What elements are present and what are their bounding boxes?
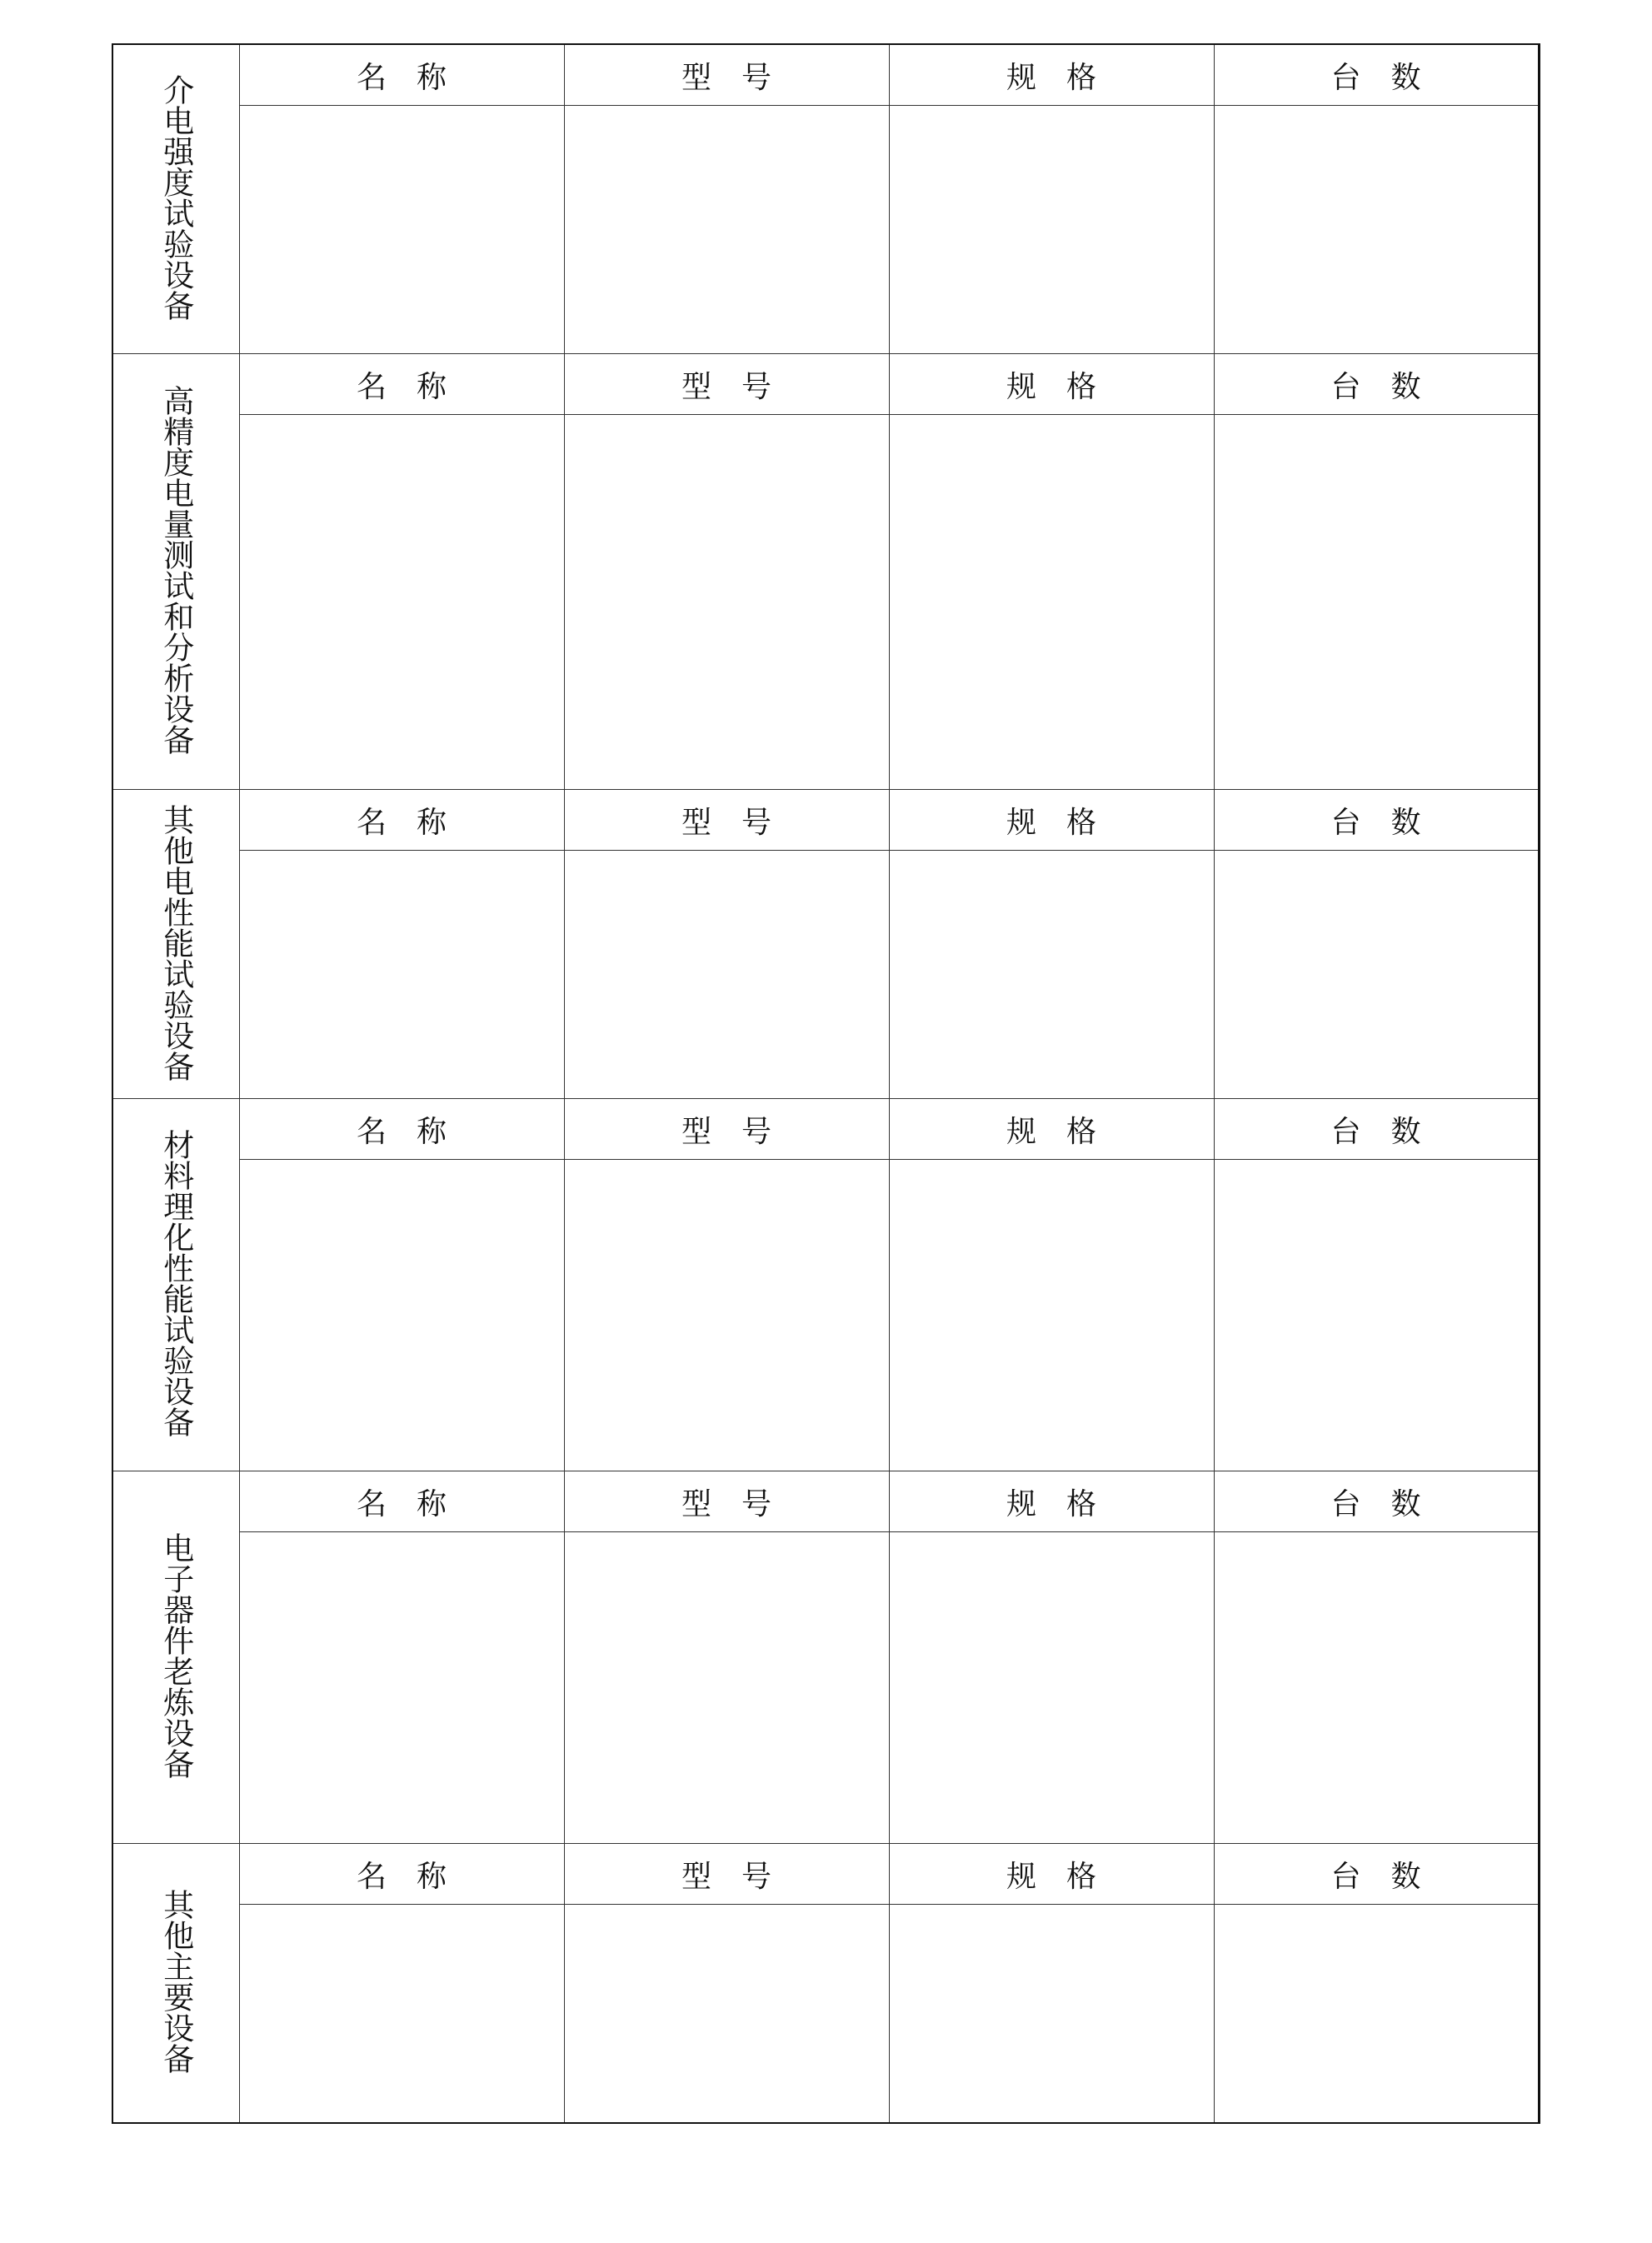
- entry-cell-name[interactable]: [239, 415, 564, 790]
- section-category-label: 其他电性能试验设备: [157, 803, 194, 1082]
- entry-cell-spec[interactable]: [889, 1905, 1214, 2123]
- column-header-quantity: [1214, 1471, 1539, 1532]
- section-category-label: 高精度电量测试和分析设备: [157, 385, 194, 755]
- section-category-label: 介电强度试验设备: [157, 74, 194, 321]
- column-header-label: 名 称: [356, 369, 447, 404]
- section-header-row: [112, 44, 1539, 106]
- entry-cell-quantity[interactable]: [1214, 415, 1539, 790]
- column-header-name: [239, 1099, 564, 1160]
- section-category-cell: [112, 354, 239, 790]
- entry-cell-name[interactable]: [239, 1905, 564, 2123]
- column-header-label: 型 号: [681, 805, 771, 840]
- column-header-spec: [889, 1099, 1214, 1160]
- column-header-label: 台 数: [1330, 60, 1421, 95]
- column-header-label: 名 称: [356, 1114, 447, 1149]
- column-header-label: 规 格: [1006, 369, 1096, 404]
- column-header-spec: [889, 354, 1214, 415]
- column-header-label: 规 格: [1006, 1486, 1096, 1521]
- column-header-model: [564, 1099, 889, 1160]
- section-header-row: [112, 790, 1539, 851]
- section-category-label: 其他主要设备: [157, 1888, 194, 2074]
- section-entry-row: [112, 415, 1539, 790]
- section-entry-row: [112, 851, 1539, 1099]
- column-header-model: [564, 1844, 889, 1905]
- column-header-spec: [889, 1471, 1214, 1532]
- entry-cell-quantity[interactable]: [1214, 1905, 1539, 2123]
- column-header-label: 台 数: [1330, 369, 1421, 404]
- column-header-label: 规 格: [1006, 1859, 1096, 1894]
- column-header-quantity: [1214, 1844, 1539, 1905]
- entry-cell-spec[interactable]: [889, 415, 1214, 790]
- section-category-cell: [112, 1099, 239, 1471]
- column-header-label: 型 号: [681, 369, 771, 404]
- entry-cell-quantity[interactable]: [1214, 1160, 1539, 1471]
- entry-cell-quantity[interactable]: [1214, 106, 1539, 354]
- section-entry-row: [112, 1532, 1539, 1844]
- form-body: [112, 44, 1539, 2123]
- column-header-label: 台 数: [1330, 1859, 1421, 1894]
- column-header-name: [239, 1471, 564, 1532]
- section-category-label: 材料理化性能试验设备: [157, 1129, 194, 1437]
- column-header-model: [564, 354, 889, 415]
- section-header-row: [112, 1471, 1539, 1532]
- column-header-label: 型 号: [681, 60, 771, 95]
- section-header-row: [112, 354, 1539, 415]
- column-header-label: 台 数: [1330, 1486, 1421, 1521]
- column-header-label: 型 号: [681, 1114, 771, 1149]
- column-header-label: 型 号: [681, 1486, 771, 1521]
- column-header-quantity: [1214, 354, 1539, 415]
- column-header-label: 台 数: [1330, 805, 1421, 840]
- section-category-cell: [112, 1844, 239, 2123]
- column-header-label: 型 号: [681, 1859, 771, 1894]
- section-header-row: [112, 1844, 1539, 1905]
- column-header-name: [239, 790, 564, 851]
- entry-cell-spec[interactable]: [889, 106, 1214, 354]
- equipment-form-table: [112, 43, 1540, 2124]
- entry-cell-name[interactable]: [239, 1160, 564, 1471]
- section-category-cell: [112, 790, 239, 1099]
- column-header-model: [564, 790, 889, 851]
- section-entry-row: [112, 1160, 1539, 1471]
- column-header-name: [239, 354, 564, 415]
- column-header-model: [564, 1471, 889, 1532]
- column-header-label: 名 称: [356, 1486, 447, 1521]
- section-category-cell: [112, 1471, 239, 1844]
- column-header-label: 名 称: [356, 1859, 447, 1894]
- column-header-quantity: [1214, 790, 1539, 851]
- column-header-quantity: [1214, 1099, 1539, 1160]
- section-category-label: 电子器件老炼设备: [157, 1532, 194, 1779]
- section-entry-row: [112, 106, 1539, 354]
- entry-cell-model[interactable]: [564, 851, 889, 1099]
- entry-cell-model[interactable]: [564, 106, 889, 354]
- column-header-spec: [889, 44, 1214, 106]
- column-header-name: [239, 1844, 564, 1905]
- entry-cell-quantity[interactable]: [1214, 1532, 1539, 1844]
- entry-cell-quantity[interactable]: [1214, 851, 1539, 1099]
- section-header-row: [112, 1099, 1539, 1160]
- column-header-model: [564, 44, 889, 106]
- section-category-cell: [112, 44, 239, 354]
- entry-cell-model[interactable]: [564, 415, 889, 790]
- section-entry-row: [112, 1905, 1539, 2123]
- column-header-label: 台 数: [1330, 1114, 1421, 1149]
- column-header-label: 名 称: [356, 805, 447, 840]
- entry-cell-name[interactable]: [239, 106, 564, 354]
- column-header-quantity: [1214, 44, 1539, 106]
- entry-cell-name[interactable]: [239, 1532, 564, 1844]
- column-header-name: [239, 44, 564, 106]
- entry-cell-name[interactable]: [239, 851, 564, 1099]
- column-header-spec: [889, 1844, 1214, 1905]
- column-header-label: 规 格: [1006, 60, 1096, 95]
- column-header-spec: [889, 790, 1214, 851]
- entry-cell-spec[interactable]: [889, 1160, 1214, 1471]
- entry-cell-model[interactable]: [564, 1160, 889, 1471]
- column-header-label: 规 格: [1006, 1114, 1096, 1149]
- entry-cell-spec[interactable]: [889, 1532, 1214, 1844]
- column-header-label: 名 称: [356, 60, 447, 95]
- column-header-label: 规 格: [1006, 805, 1096, 840]
- entry-cell-spec[interactable]: [889, 851, 1214, 1099]
- entry-cell-model[interactable]: [564, 1532, 889, 1844]
- entry-cell-model[interactable]: [564, 1905, 889, 2123]
